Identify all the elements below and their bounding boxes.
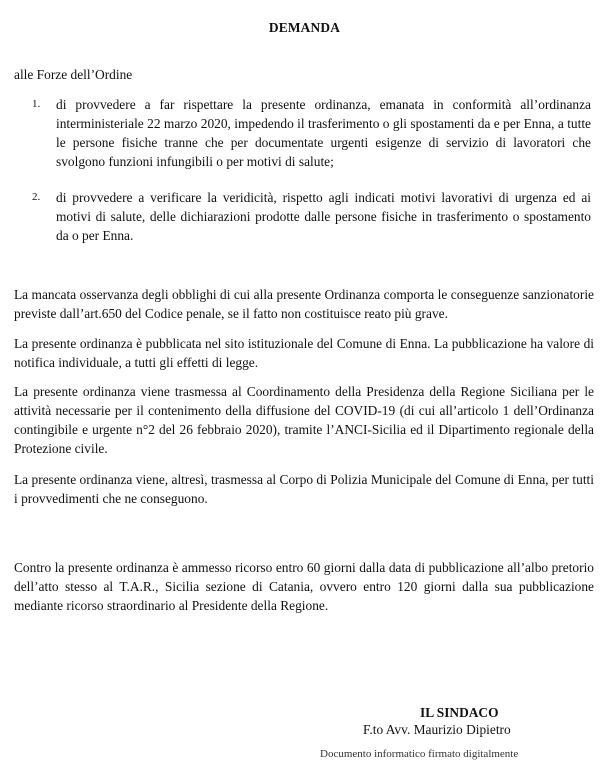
demand-item xyxy=(32,188,591,245)
item-text: di provvedere a verificare la veridicità, rispetto agli indicati motivi lavorativi di urgenza ed ai motivi di salute, delle dichiarazioni prodotte dalle persone fisiche in trasferimento o spostamento da o per Enna. xyxy=(56,190,591,243)
signature-title: IL SINDACO xyxy=(420,705,499,720)
paragraph-transmission-police: La presente ordinanza viene, altresì, trasmessa al Corpo di Polizia Municipale del Comune di Enna, per tutti i provvedimenti che ne conseguono. xyxy=(14,472,594,506)
item-number: 1. xyxy=(32,98,41,110)
item-text: di provvedere a far rispettare la presente ordinanza, emanata in conformità all’ordinanza interministeriale 22 marzo 2020, impedendo il trasferimento o gli spostamenti da e per Enna, a tutte le persone fisiche tranne che per documentate urgenti esigenze di servizio di lavoratori che svolgono funzioni infungibili o per motivi di salute; xyxy=(56,97,591,169)
paragraph-transmission-region: La presente ordinanza viene trasmessa al Coordinamento della Presidenza della Regione Siciliana per le attività necessarie per il contenimento della diffusione del COVID-19 (di cui all’articolo 1 dell’Ordinanza contingibile e urgente n°2 del 26 febbraio 2020), tramite l’ANCI-Sicilia ed il Dipartimento regionale della Protezione civile. xyxy=(14,384,594,456)
footer-cut-text: Documento informatico firmato digitalmente xyxy=(320,748,519,760)
paragraph-publication: La presente ordinanza è pubblicata nel sito istituzionale del Comune di Enna. La pubblicazione ha valore di notifica individuale, a tutti gli effetti di legge. xyxy=(14,336,594,370)
item-number: 2. xyxy=(32,191,41,203)
paragraph-appeal: Contro la presente ordinanza è ammesso ricorso entro 60 giorni dalla data di pubblicazione all’albo pretorio dell’atto stesso al T.A.R., Sicilia sezione di Catania, ovvero entro 120 giorni dalla sua pubblicazione mediante ricorso straordinario al Presidente della Regione. xyxy=(14,560,594,613)
document-title: DEMANDA xyxy=(268,20,341,35)
addressee-line: alle Forze dell’Ordine xyxy=(14,67,133,82)
demand-item xyxy=(32,95,591,171)
paragraph-sanctions: La mancata osservanza degli obblighi di cui alla presente Ordinanza comporta le conseguenze sanzionatorie previste dall’art.650 del Codice penale, se il fatto non costituisce reato più grave. xyxy=(14,287,594,321)
signature-name: F.to Avv. Maurizio Dipietro xyxy=(363,722,511,737)
